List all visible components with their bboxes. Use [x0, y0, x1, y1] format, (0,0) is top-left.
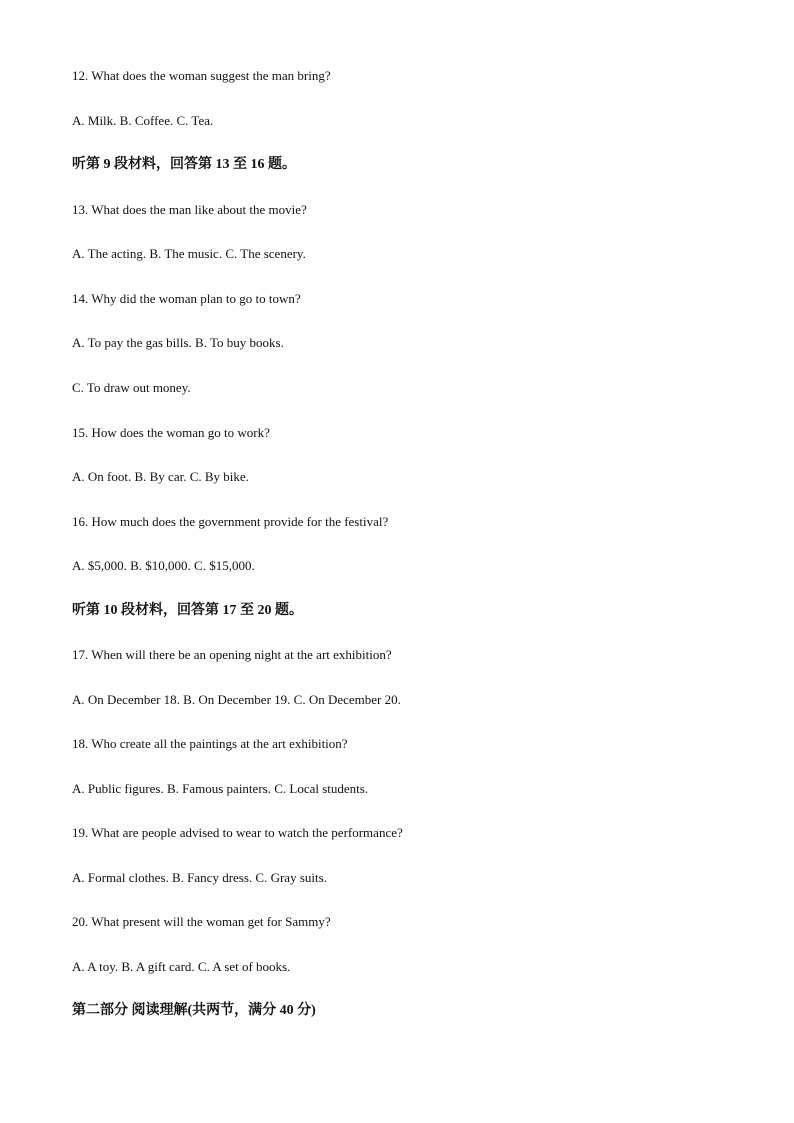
options-20: A. A toy. B. A gift card. C. A set of books. [72, 959, 291, 974]
options-17: A. On December 18. B. On December 19. C. On December 20. [72, 692, 401, 707]
options-14-ab: A. To pay the gas bills. B. To buy books. [72, 335, 284, 350]
passage-10-heading: 听第 10 段材料，回答第 17 至 20 题。 [72, 603, 303, 618]
options-19: A. Formal clothes. B. Fancy dress. C. Gray suits. [72, 870, 327, 885]
passage-9-heading: 听第 9 段材料，回答第 13 至 16 题。 [72, 157, 296, 172]
question-15: 15. How does the woman go to work? [72, 425, 270, 440]
question-18: 18. Who create all the paintings at the art exhibition? [72, 736, 348, 751]
options-15: A. On foot. B. By car. C. By bike. [72, 469, 249, 484]
question-14: 14. Why did the woman plan to go to town? [72, 291, 301, 306]
question-12: 12. What does the woman suggest the man bring? [72, 68, 331, 83]
options-14-c: C. To draw out money. [72, 380, 191, 395]
question-17: 17. When will there be an opening night at the art exhibition? [72, 647, 392, 662]
question-19: 19. What are people advised to wear to watch the performance? [72, 825, 403, 840]
part-two-heading: 第二部分 阅读理解(共两节，满分 40 分) [72, 1003, 316, 1018]
options-18: A. Public figures. B. Famous painters. C. Local students. [72, 781, 369, 796]
options-13: A. The acting. B. The music. C. The scenery. [72, 246, 306, 261]
question-13: 13. What does the man like about the movie? [72, 202, 307, 217]
question-16: 16. How much does the government provide for the festival? [72, 514, 389, 529]
options-16: A. $5,000. B. $10,000. C. $15,000. [72, 558, 255, 573]
question-20: 20. What present will the woman get for Sammy? [72, 914, 331, 929]
options-12: A. Milk. B. Coffee. C. Tea. [72, 113, 214, 128]
